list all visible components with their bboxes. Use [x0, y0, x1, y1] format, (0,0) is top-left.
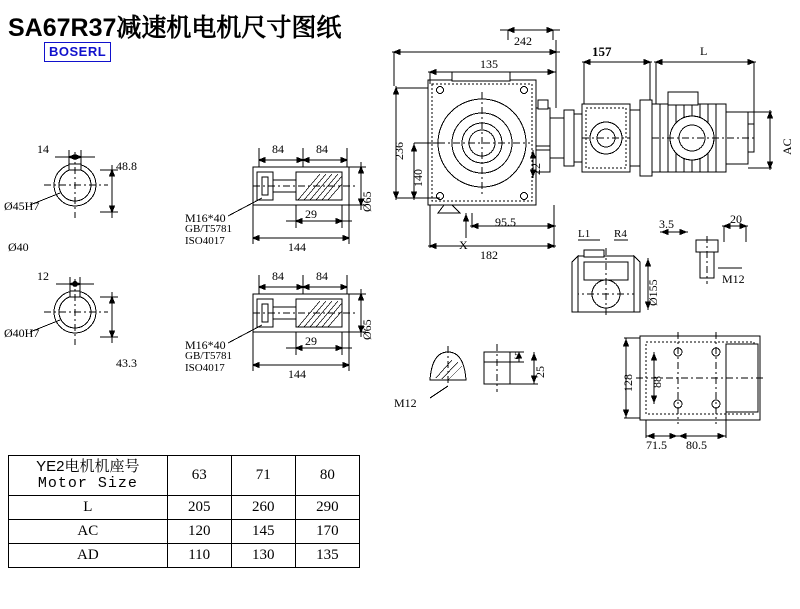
dim-shaft-bottom-b: 84: [316, 269, 328, 283]
table-header-label-en: Motor Size: [37, 475, 138, 493]
dim-140: 140: [411, 169, 425, 187]
table-header-label-cn: YE2电机机座号: [36, 458, 140, 475]
dim-top-left-bore: Ø45H7: [4, 199, 40, 213]
dim-20: 20: [730, 212, 742, 226]
dim-bottom-left-bore: Ø40H7: [4, 326, 40, 340]
dim-shaft-top-dia: Ø65: [360, 191, 374, 212]
dim-detail-5: 5: [514, 348, 520, 362]
dim-22: 22: [529, 163, 543, 175]
table-header-value: 63: [167, 456, 231, 496]
dim-AC: AC: [780, 138, 794, 155]
dim-shaft-bottom-a: 84: [272, 269, 284, 283]
table-header-row: [9, 456, 360, 496]
table-header-value: 71: [231, 456, 295, 496]
dim-242: 242: [514, 34, 532, 48]
dim-bottom-left-height: 43.3: [116, 356, 137, 370]
row-value: 120: [167, 519, 231, 543]
dim-shaft-top-29: 29: [305, 207, 317, 221]
dim-shaft-bottom-29: 29: [305, 334, 317, 348]
row-value: 145: [231, 519, 295, 543]
row-value: 110: [167, 543, 231, 567]
dim-top-left-height: 48.8: [116, 159, 137, 173]
table-header-value: 80: [295, 456, 359, 496]
row-value: 260: [231, 495, 295, 519]
dim-135: 135: [480, 57, 498, 71]
row-value: 290: [295, 495, 359, 519]
dim-shaft-bottom-std1: GB/T5781: [185, 350, 233, 362]
row-value: 135: [295, 543, 359, 567]
table-row: [9, 495, 360, 519]
row-label: L: [9, 495, 168, 519]
dim-shaft-top-std1: GB/T5781: [185, 223, 233, 235]
dim-thread-m12: M12: [722, 272, 745, 286]
brand-logo: BOSERL: [44, 42, 111, 62]
table-row: [9, 543, 360, 567]
dim-157: 157: [592, 44, 612, 59]
dim-detail-25: 25: [533, 366, 547, 378]
dim-182: 182: [480, 248, 498, 262]
row-label: AD: [9, 543, 168, 567]
label-detail-x: X: [459, 238, 468, 252]
dim-shaft-bottom-dia: Ø65: [360, 319, 374, 340]
dim-bottom-left-width: 12: [37, 269, 49, 283]
dim-shaft-top-bolt: M16*40: [185, 211, 226, 225]
dim-top-left-width: 14: [37, 142, 49, 156]
dim-detail-m12: M12: [394, 396, 417, 410]
dim-88: 88: [650, 376, 664, 388]
table-row: [9, 519, 360, 543]
row-label: AC: [9, 519, 168, 543]
page-title: SA67R37减速机电机尺寸图纸: [8, 14, 342, 42]
dim-shaft-top-144: 144: [288, 240, 306, 254]
dim-shaft-top-a: 84: [272, 142, 284, 156]
row-value: 205: [167, 495, 231, 519]
dim-dia-155: Ø155: [646, 279, 660, 306]
dim-L: L: [700, 44, 708, 58]
table-header-label: [9, 456, 168, 496]
dim-top-left-secondary: Ø40: [8, 240, 29, 254]
motor-size-table: [8, 455, 360, 568]
dim-236: 236: [392, 142, 406, 160]
dim-L1: L1: [578, 228, 591, 240]
dim-128: 128: [621, 374, 635, 392]
dim-71-5: 71.5: [646, 438, 667, 452]
dim-shaft-top-std2: ISO4017: [185, 235, 225, 247]
row-value: 130: [231, 543, 295, 567]
dim-80-5: 80.5: [686, 438, 707, 452]
dim-shaft-bottom-144: 144: [288, 367, 306, 381]
dim-shaft-bottom-std2: ISO4017: [185, 362, 225, 374]
dim-shaft-bottom-bolt: M16*40: [185, 338, 226, 352]
dim-95-5: 95.5: [495, 215, 516, 229]
dim-R4: R4: [614, 228, 627, 240]
dim-shaft-top-b: 84: [316, 142, 328, 156]
row-value: 170: [295, 519, 359, 543]
dim-3-5: 3.5: [659, 217, 674, 231]
